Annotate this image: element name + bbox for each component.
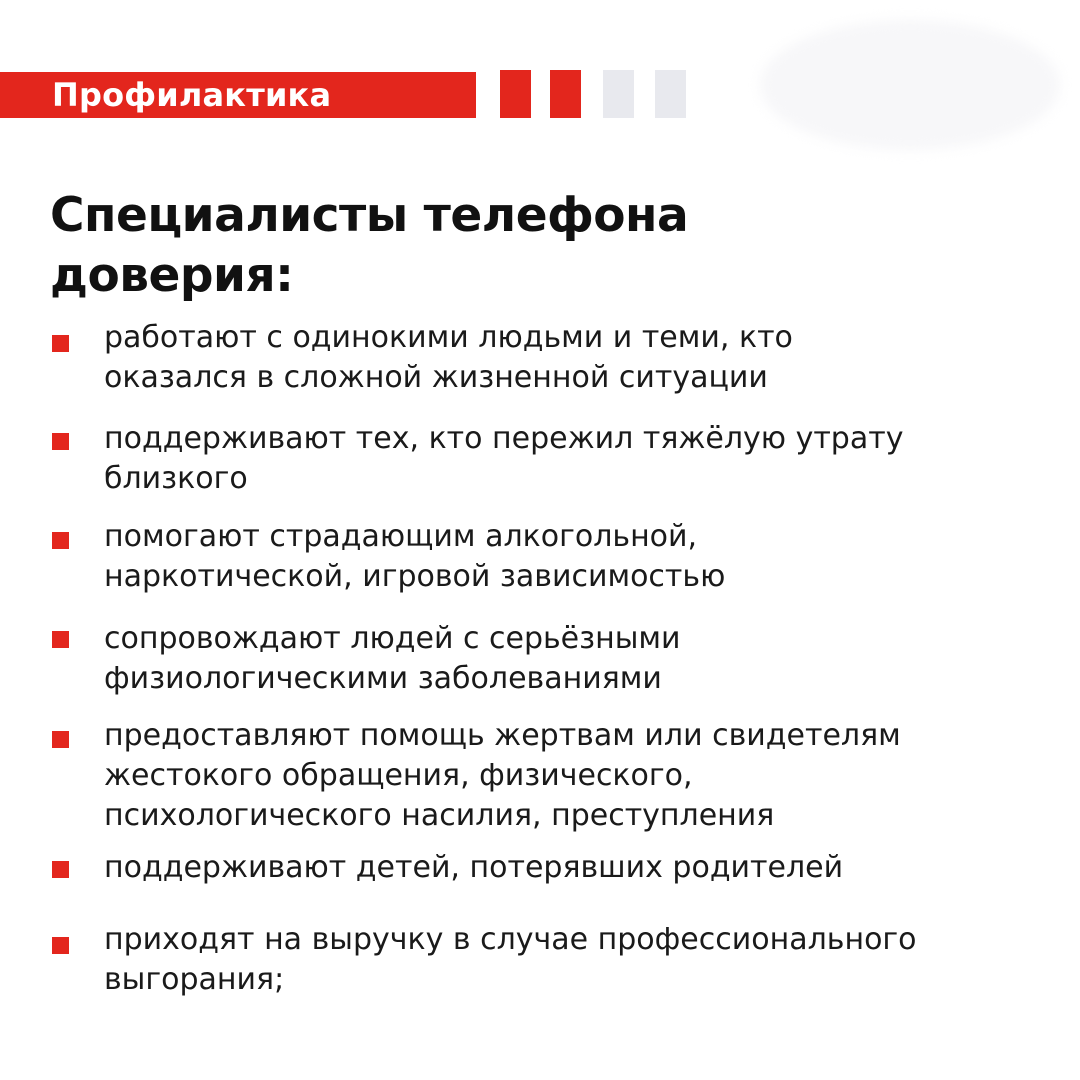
list-item-text: поддерживают тех, кто пережил тяжёлую утрату близкого xyxy=(104,421,904,496)
bullet-square-icon xyxy=(52,861,69,878)
list-item-text: предоставляют помощь жертвам или свидетелям жестокого обращения, физического, психологического насилия, преступления xyxy=(104,718,901,833)
list-item-text: поддерживают детей, потерявших родителей xyxy=(104,850,844,885)
category-label: Профилактика xyxy=(52,76,332,114)
list-item-text: работают с одинокими людьми и теми, кто оказался в сложной жизненной ситуации xyxy=(104,320,793,395)
list-item-text: помогают страдающим алкогольной, наркотической, игровой зависимостью xyxy=(104,519,726,594)
bullet-square-icon xyxy=(52,532,69,549)
bullet-square-icon xyxy=(52,631,69,648)
page-title-text: Специалисты телефона доверия: xyxy=(50,188,689,303)
background-glow xyxy=(760,20,1060,150)
decor-square-red-2 xyxy=(550,70,581,118)
bullet-square-icon xyxy=(52,731,69,748)
bullet-square-icon xyxy=(52,937,69,954)
list-item-text: приходят на выручку в случае профессионального выгорания; xyxy=(104,922,917,997)
bullet-square-icon xyxy=(52,335,69,352)
page-title xyxy=(50,186,688,306)
decor-square-gray-1 xyxy=(603,70,634,118)
list-item-text: сопровождают людей с серьёзными физиологическими заболеваниями xyxy=(104,621,681,696)
decor-square-red-1 xyxy=(500,70,531,118)
bullet-square-icon xyxy=(52,433,69,450)
decor-square-gray-2 xyxy=(655,70,686,118)
